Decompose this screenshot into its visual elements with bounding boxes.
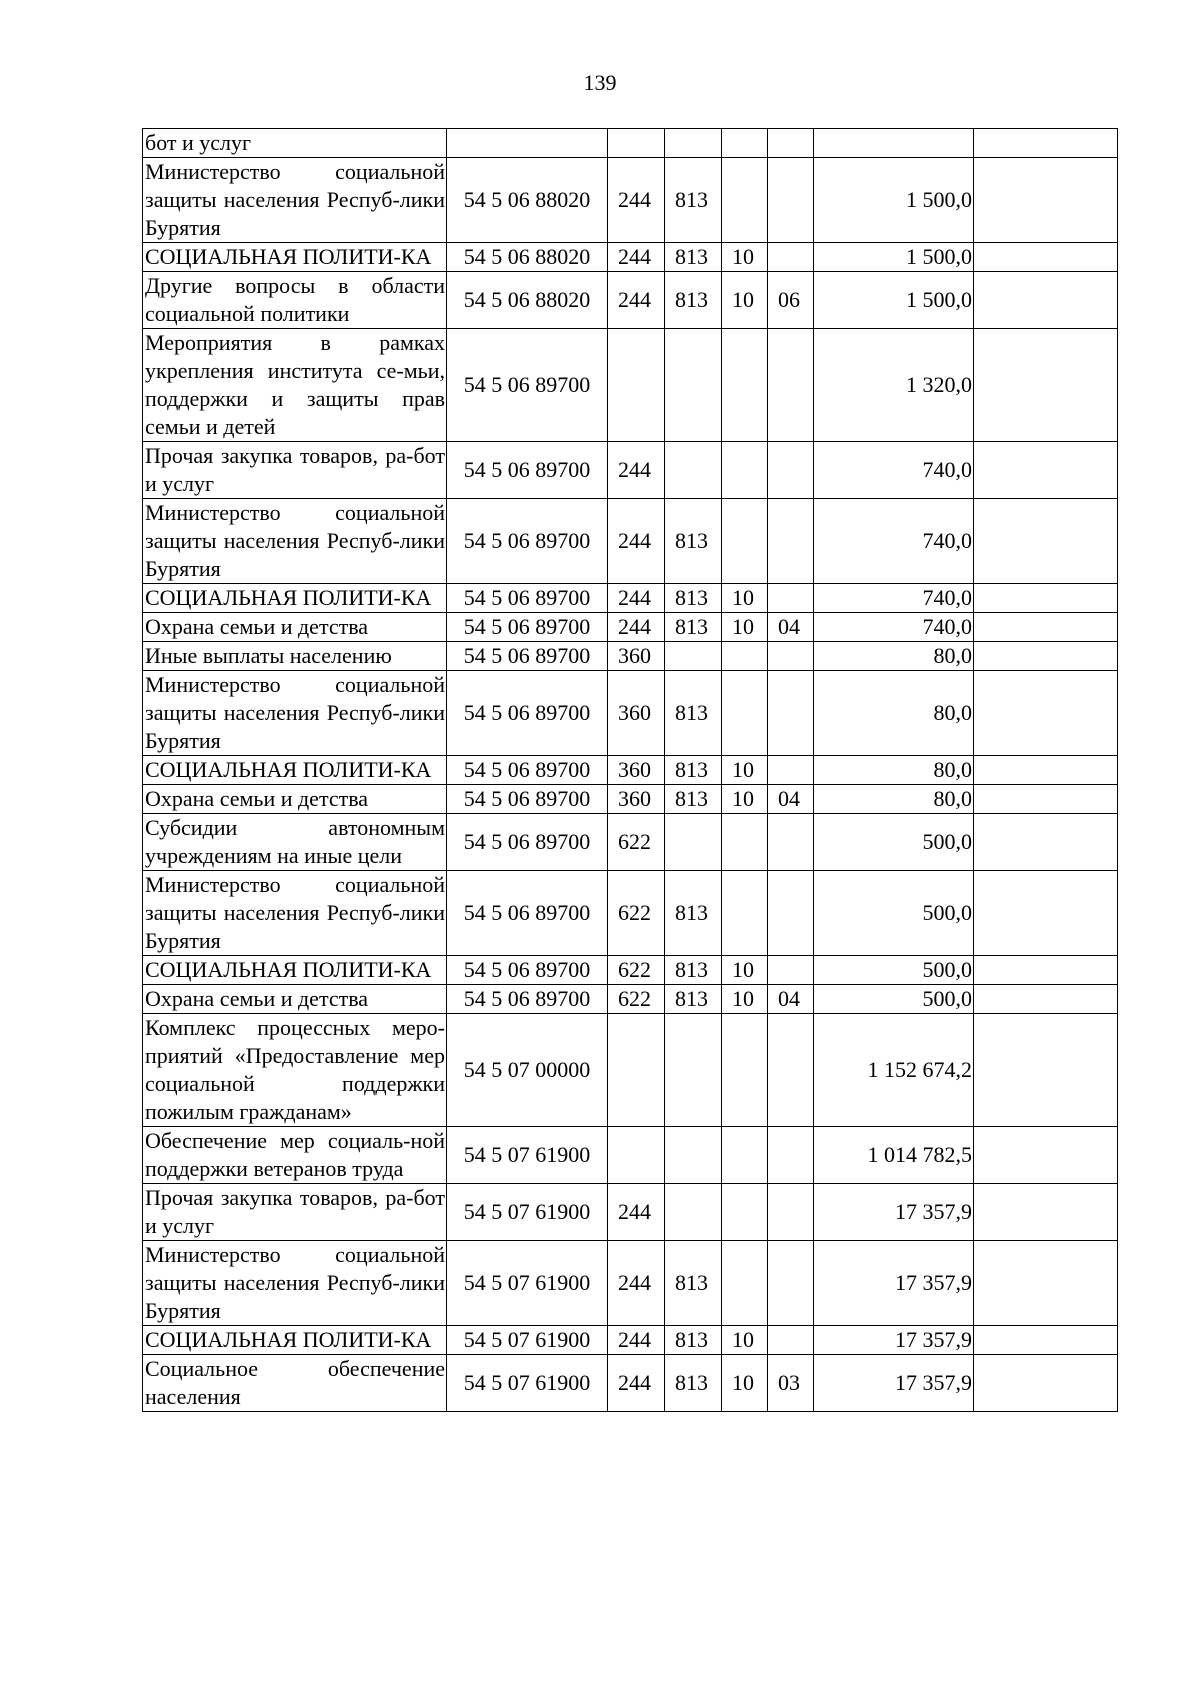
expense-type-cell: 622 — [608, 985, 665, 1014]
amount-cell: 500,0 — [814, 956, 974, 985]
target-code-cell: 54 5 07 00000 — [447, 1014, 608, 1127]
section-cell: 10 — [722, 985, 768, 1014]
expense-type-cell: 244 — [608, 442, 665, 499]
subsection-cell: 03 — [768, 1355, 814, 1412]
amount-cell: 740,0 — [814, 584, 974, 613]
item-name-cell: СОЦИАЛЬНАЯ ПОЛИТИ-КА — [143, 956, 447, 985]
expense-type-cell: 622 — [608, 956, 665, 985]
target-code-cell: 54 5 06 89700 — [447, 584, 608, 613]
expense-type-cell: 244 — [608, 1326, 665, 1355]
subsection-cell: 04 — [768, 785, 814, 814]
amount-cell: 17 357,9 — [814, 1355, 974, 1412]
table-row — [143, 1184, 1118, 1241]
section-cell: 10 — [722, 785, 768, 814]
ministry-code-cell — [665, 1184, 722, 1241]
subsection-cell — [768, 642, 814, 671]
item-name-cell: Министерство социальной защиты населения Респуб-лики Бурятия — [143, 499, 447, 584]
item-name-cell: Иные выплаты населению — [143, 642, 447, 671]
table-row — [143, 129, 1118, 158]
subsection-cell — [768, 871, 814, 956]
extra-amount-cell — [974, 985, 1118, 1014]
extra-amount-cell — [974, 642, 1118, 671]
subsection-cell — [768, 584, 814, 613]
ministry-code-cell: 813 — [665, 243, 722, 272]
subsection-cell — [768, 129, 814, 158]
extra-amount-cell — [974, 785, 1118, 814]
ministry-code-cell: 813 — [665, 499, 722, 584]
expense-type-cell: 244 — [608, 1184, 665, 1241]
subsection-cell: 04 — [768, 985, 814, 1014]
expense-type-cell — [608, 129, 665, 158]
expense-type-cell — [608, 329, 665, 442]
table-row — [143, 985, 1118, 1014]
table-row — [143, 1014, 1118, 1127]
expense-type-cell: 244 — [608, 158, 665, 243]
section-cell: 10 — [722, 956, 768, 985]
item-name-cell: бот и услуг — [143, 129, 447, 158]
target-code-cell: 54 5 06 88020 — [447, 158, 608, 243]
section-cell: 10 — [722, 584, 768, 613]
item-name-cell: Министерство социальной защиты населения Респуб-лики Бурятия — [143, 1241, 447, 1326]
extra-amount-cell — [974, 584, 1118, 613]
item-name-cell: СОЦИАЛЬНАЯ ПОЛИТИ-КА — [143, 756, 447, 785]
amount-cell: 80,0 — [814, 642, 974, 671]
expense-type-cell: 244 — [608, 1241, 665, 1326]
ministry-code-cell — [665, 814, 722, 871]
amount-cell: 740,0 — [814, 613, 974, 642]
table-row — [143, 871, 1118, 956]
section-cell — [722, 329, 768, 442]
section-cell — [722, 871, 768, 956]
amount-cell: 740,0 — [814, 442, 974, 499]
extra-amount-cell — [974, 1014, 1118, 1127]
ministry-code-cell — [665, 1127, 722, 1184]
target-code-cell: 54 5 07 61900 — [447, 1241, 608, 1326]
expense-type-cell: 244 — [608, 499, 665, 584]
item-name-cell: Обеспечение мер социаль-ной поддержки ветеранов труда — [143, 1127, 447, 1184]
section-cell — [722, 1241, 768, 1326]
extra-amount-cell — [974, 243, 1118, 272]
section-cell — [722, 129, 768, 158]
amount-cell: 1 500,0 — [814, 272, 974, 329]
item-name-cell: Комплекс процессных меро-приятий «Предоставление мер социальной поддержки пожилым гражданам» — [143, 1014, 447, 1127]
item-name-cell: Охрана семьи и детства — [143, 613, 447, 642]
item-name-cell: СОЦИАЛЬНАЯ ПОЛИТИ-КА — [143, 584, 447, 613]
subsection-cell — [768, 756, 814, 785]
ministry-code-cell — [665, 442, 722, 499]
ministry-code-cell: 813 — [665, 158, 722, 243]
expense-type-cell: 244 — [608, 1355, 665, 1412]
table-row — [143, 442, 1118, 499]
item-name-cell: Прочая закупка товаров, ра-бот и услуг — [143, 1184, 447, 1241]
target-code-cell: 54 5 06 89700 — [447, 871, 608, 956]
amount-cell: 1 014 782,5 — [814, 1127, 974, 1184]
subsection-cell — [768, 1014, 814, 1127]
amount-cell: 740,0 — [814, 499, 974, 584]
table-row — [143, 642, 1118, 671]
budget-table — [142, 128, 1118, 1412]
target-code-cell: 54 5 07 61900 — [447, 1127, 608, 1184]
target-code-cell: 54 5 06 89700 — [447, 329, 608, 442]
target-code-cell: 54 5 07 61900 — [447, 1184, 608, 1241]
subsection-cell — [768, 956, 814, 985]
ministry-code-cell: 813 — [665, 671, 722, 756]
target-code-cell: 54 5 06 89700 — [447, 785, 608, 814]
table-row — [143, 1326, 1118, 1355]
table-row — [143, 613, 1118, 642]
amount-cell: 500,0 — [814, 814, 974, 871]
subsection-cell — [768, 814, 814, 871]
amount-cell: 1 152 674,2 — [814, 1014, 974, 1127]
page-number: 139 — [583, 70, 617, 95]
extra-amount-cell — [974, 1184, 1118, 1241]
ministry-code-cell: 813 — [665, 756, 722, 785]
item-name-cell: Охрана семьи и детства — [143, 985, 447, 1014]
section-cell: 10 — [722, 1326, 768, 1355]
extra-amount-cell — [974, 814, 1118, 871]
section-cell — [722, 499, 768, 584]
amount-cell: 500,0 — [814, 871, 974, 956]
item-name-cell: СОЦИАЛЬНАЯ ПОЛИТИ-КА — [143, 243, 447, 272]
subsection-cell — [768, 671, 814, 756]
target-code-cell: 54 5 06 89700 — [447, 613, 608, 642]
section-cell: 10 — [722, 272, 768, 329]
table-row — [143, 1355, 1118, 1412]
table-row — [143, 272, 1118, 329]
section-cell: 10 — [722, 756, 768, 785]
section-cell: 10 — [722, 243, 768, 272]
table-row — [143, 499, 1118, 584]
target-code-cell: 54 5 07 61900 — [447, 1355, 608, 1412]
table-row — [143, 814, 1118, 871]
target-code-cell: 54 5 06 89700 — [447, 442, 608, 499]
item-name-cell: Министерство социальной защиты населения Респуб-лики Бурятия — [143, 158, 447, 243]
section-cell — [722, 642, 768, 671]
extra-amount-cell — [974, 329, 1118, 442]
amount-cell: 500,0 — [814, 985, 974, 1014]
subsection-cell — [768, 158, 814, 243]
extra-amount-cell — [974, 158, 1118, 243]
ministry-code-cell: 813 — [665, 785, 722, 814]
expense-type-cell: 360 — [608, 785, 665, 814]
subsection-cell — [768, 442, 814, 499]
ministry-code-cell — [665, 329, 722, 442]
expense-type-cell — [608, 1014, 665, 1127]
section-cell — [722, 442, 768, 499]
table-row — [143, 956, 1118, 985]
target-code-cell: 54 5 06 89700 — [447, 814, 608, 871]
ministry-code-cell: 813 — [665, 613, 722, 642]
target-code-cell: 54 5 06 89700 — [447, 642, 608, 671]
subsection-cell: 04 — [768, 613, 814, 642]
amount-cell: 1 500,0 — [814, 243, 974, 272]
table-row — [143, 1127, 1118, 1184]
item-name-cell: СОЦИАЛЬНАЯ ПОЛИТИ-КА — [143, 1326, 447, 1355]
subsection-cell — [768, 329, 814, 442]
target-code-cell: 54 5 06 89700 — [447, 671, 608, 756]
expense-type-cell: 244 — [608, 584, 665, 613]
extra-amount-cell — [974, 442, 1118, 499]
subsection-cell — [768, 1326, 814, 1355]
ministry-code-cell: 813 — [665, 1355, 722, 1412]
table-row — [143, 329, 1118, 442]
section-cell — [722, 671, 768, 756]
expense-type-cell: 360 — [608, 671, 665, 756]
expense-type-cell: 360 — [608, 642, 665, 671]
section-cell — [722, 1014, 768, 1127]
target-code-cell: 54 5 07 61900 — [447, 1326, 608, 1355]
item-name-cell: Субсидии автономным учреждениям на иные цели — [143, 814, 447, 871]
extra-amount-cell — [974, 499, 1118, 584]
ministry-code-cell: 813 — [665, 1326, 722, 1355]
subsection-cell: 06 — [768, 272, 814, 329]
item-name-cell: Охрана семьи и детства — [143, 785, 447, 814]
table-row — [143, 243, 1118, 272]
item-name-cell: Другие вопросы в области социальной политики — [143, 272, 447, 329]
expense-type-cell: 244 — [608, 272, 665, 329]
expense-type-cell: 244 — [608, 243, 665, 272]
extra-amount-cell — [974, 871, 1118, 956]
target-code-cell: 54 5 06 89700 — [447, 499, 608, 584]
table-row — [143, 785, 1118, 814]
extra-amount-cell — [974, 1355, 1118, 1412]
extra-amount-cell — [974, 272, 1118, 329]
amount-cell: 80,0 — [814, 785, 974, 814]
table-row — [143, 1241, 1118, 1326]
amount-cell: 17 357,9 — [814, 1241, 974, 1326]
amount-cell — [814, 129, 974, 158]
item-name-cell: Министерство социальной защиты населения Респуб-лики Бурятия — [143, 671, 447, 756]
amount-cell: 80,0 — [814, 756, 974, 785]
table-row — [143, 158, 1118, 243]
extra-amount-cell — [974, 129, 1118, 158]
expense-type-cell — [608, 1127, 665, 1184]
target-code-cell: 54 5 06 88020 — [447, 243, 608, 272]
subsection-cell — [768, 499, 814, 584]
subsection-cell — [768, 243, 814, 272]
expense-type-cell: 622 — [608, 814, 665, 871]
item-name-cell: Прочая закупка товаров, ра-бот и услуг — [143, 442, 447, 499]
section-cell — [722, 158, 768, 243]
extra-amount-cell — [974, 1241, 1118, 1326]
extra-amount-cell — [974, 756, 1118, 785]
target-code-cell: 54 5 06 88020 — [447, 272, 608, 329]
target-code-cell: 54 5 06 89700 — [447, 985, 608, 1014]
section-cell: 10 — [722, 1355, 768, 1412]
ministry-code-cell: 813 — [665, 956, 722, 985]
table-row — [143, 671, 1118, 756]
amount-cell: 80,0 — [814, 671, 974, 756]
item-name-cell: Министерство социальной защиты населения Респуб-лики Бурятия — [143, 871, 447, 956]
ministry-code-cell: 813 — [665, 1241, 722, 1326]
extra-amount-cell — [974, 613, 1118, 642]
extra-amount-cell — [974, 956, 1118, 985]
section-cell — [722, 1127, 768, 1184]
amount-cell: 17 357,9 — [814, 1326, 974, 1355]
target-code-cell: 54 5 06 89700 — [447, 756, 608, 785]
extra-amount-cell — [974, 1127, 1118, 1184]
ministry-code-cell: 813 — [665, 871, 722, 956]
ministry-code-cell: 813 — [665, 584, 722, 613]
extra-amount-cell — [974, 671, 1118, 756]
ministry-code-cell — [665, 642, 722, 671]
amount-cell: 1 320,0 — [814, 329, 974, 442]
extra-amount-cell — [974, 1326, 1118, 1355]
table-body — [143, 129, 1118, 1412]
ministry-code-cell: 813 — [665, 985, 722, 1014]
amount-cell: 1 500,0 — [814, 158, 974, 243]
ministry-code-cell — [665, 1014, 722, 1127]
section-cell — [722, 1184, 768, 1241]
amount-cell: 17 357,9 — [814, 1184, 974, 1241]
subsection-cell — [768, 1184, 814, 1241]
expense-type-cell: 244 — [608, 613, 665, 642]
ministry-code-cell — [665, 129, 722, 158]
expense-type-cell: 360 — [608, 756, 665, 785]
expense-type-cell: 622 — [608, 871, 665, 956]
ministry-code-cell: 813 — [665, 272, 722, 329]
target-code-cell — [447, 129, 608, 158]
section-cell — [722, 814, 768, 871]
target-code-cell: 54 5 06 89700 — [447, 956, 608, 985]
section-cell: 10 — [722, 613, 768, 642]
item-name-cell: Социальное обеспечение населения — [143, 1355, 447, 1412]
subsection-cell — [768, 1241, 814, 1326]
table-row — [143, 756, 1118, 785]
item-name-cell: Мероприятия в рамках укрепления института се-мьи, поддержки и защиты прав семьи и детей — [143, 329, 447, 442]
subsection-cell — [768, 1127, 814, 1184]
table-row — [143, 584, 1118, 613]
